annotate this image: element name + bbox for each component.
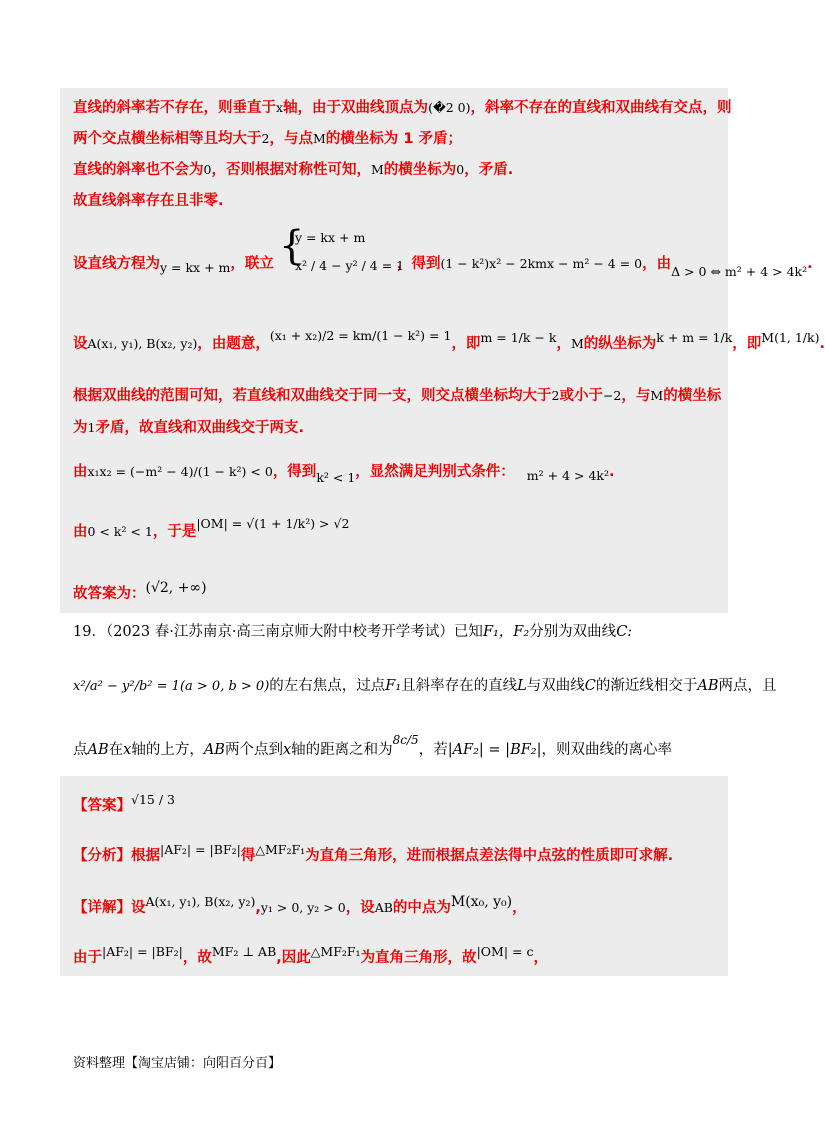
detail-line-2: 由于|AF₂| = |BF₂|，故MF₂ ⊥ AB,因此△MF₂F₁为直角三角形，故|OM| = c， [73,944,548,966]
solution-line-9: 由x₁x₂ = (−m² − 4)/(1 − k²) < 0，得到k² < 1，显然满足判别式条件： m² + 4 > 4k². [73,464,615,485]
question-19-line-3: 点AB在x轴的上方，AB两个点到x轴的距离之和为$^{8c/5}$，若|AF₂| = |BF₂|，则双曲线的离心率 [73,733,672,758]
solution-line-8: 为1矛盾，故直线和双曲线交于两支. [73,420,304,436]
solution-line-10: 由0 < k² < 1，于是|OM| = √(1 + 1/k²) > √2 [73,516,350,540]
detail-line: 【详解】设A(x₁, y₁), B(x₂, y₂),y₁ > 0, y₂ > 0，设AB的中点为M(x₀, y₀)， [73,894,527,916]
solution-line-5: 设直线方程为y = kx + m，联立 { y = kx + m x² / 4 − y² / 4 = 1 ，得到(1 − k²)x² − 2kmx − m² − 4 = 0，由Δ > 0 ⇔ m² + 4 > 4k². [73,223,813,279]
question-19-line-2: x²/a² − y²/b² = 1(a > 0, b > 0)的左右焦点，过点F₁且斜率存在的直线L与双曲线C的渐近线相交于AB两点，且 [73,678,777,694]
solution-line-11: 故答案为：(√2, +∞) [73,580,207,602]
analysis-tag: 【分析】 [73,848,131,864]
solution-line-2: 两个交点横坐标相等且均大于2，与点M的横坐标为 1 矛盾； [73,131,462,147]
equation-system: { y = kx + m x² / 4 − y² / 4 = 1 [278,223,405,273]
solution-line-1: 直线的斜率若不存在，则垂直于x轴，由于双曲线顶点为(�2 0)，斜率不存在的直线和双曲线有交点，则 [73,100,732,116]
solution-line-3: 直线的斜率也不会为0，否则根据对称性可知，M的横坐标为0，矛盾. [73,162,514,178]
answer-tag: 【答案】 [73,798,131,814]
solution-line-7: 根据双曲线的范围可知，若直线和双曲线交于同一支，则交点横坐标均大于2或小于−2，与M的横坐标 [73,388,722,404]
question-19-line-1: 19．（2023 春·江苏南京·高三南京师大附中校考开学考试）已知F₁，F₂分别为双曲线C: [73,624,633,640]
detail-tag: 【详解】 [73,900,131,916]
answer-line: 【答案】√15 / 3 [73,792,175,814]
page-footer: 资料整理【淘宝店铺：向阳百分百】 [73,1056,282,1071]
analysis-line: 【分析】根据|AF₂| = |BF₂|得△MF₂F₁为直角三角形，进而根据点差法得中点弦的性质即可求解. [73,842,674,864]
solution-line-6: 设A(x₁, y₁), B(x₂, y₂)，由题意，(x₁ + x₂)/2 = km/(1 − k²) = 1，即m = 1/k − k，M的纵坐标为k + m = 1/k，即M(1, 1/k). [73,328,825,352]
solution-line-4: 故直线斜率存在且非零. [73,193,224,209]
